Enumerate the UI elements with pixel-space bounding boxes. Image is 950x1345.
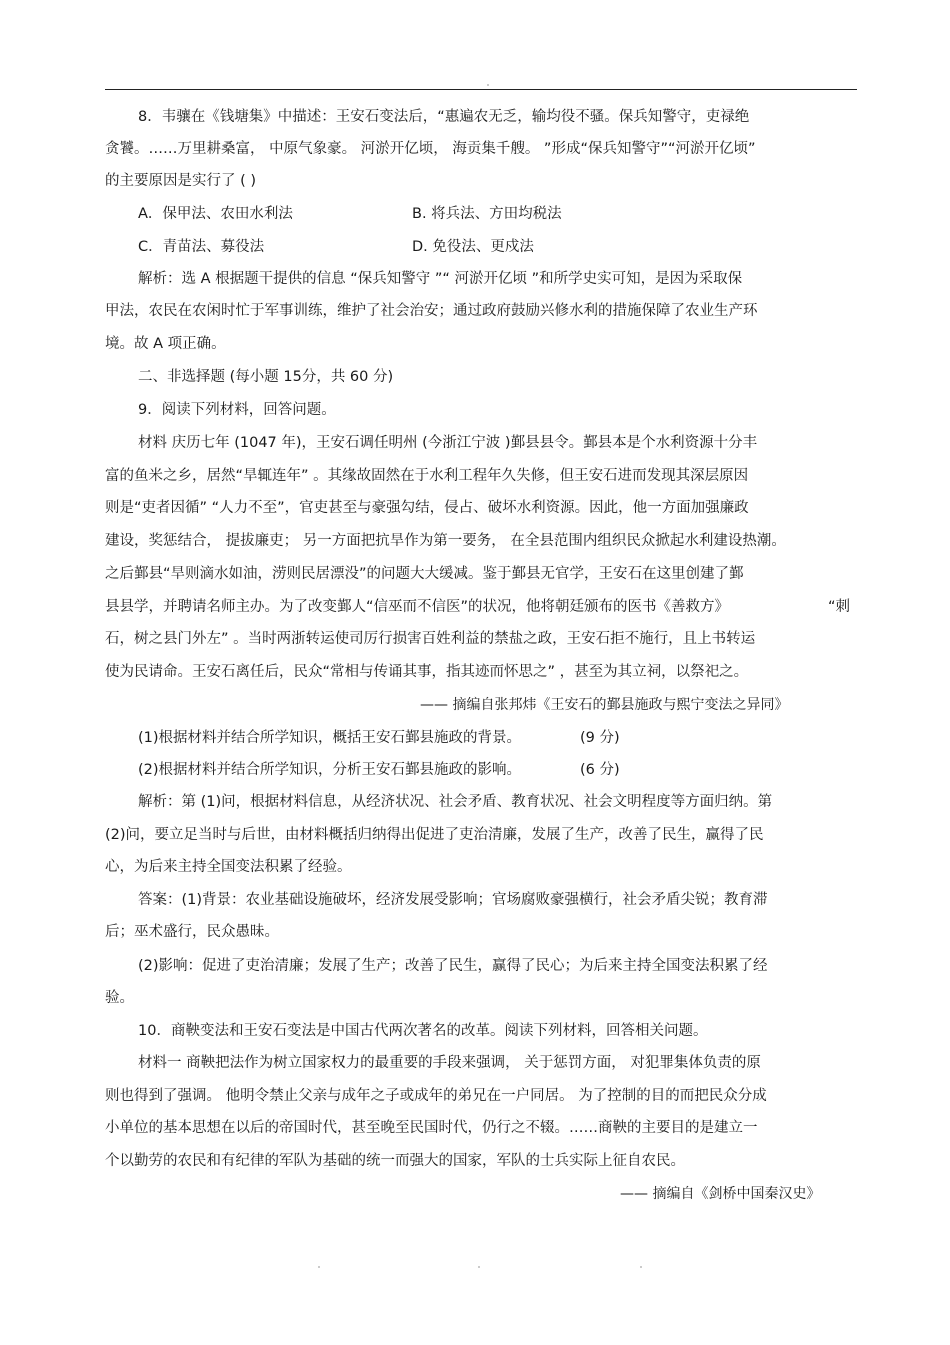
- text-line: 答案：(1)背景：农业基础设施破坏，经济发展受影响；官场腐败豪强横行，社会矛盾尖锐；教育滞: [138, 892, 768, 908]
- question-1-points: (9 分): [580, 730, 620, 746]
- question-2: (2)根据材料并结合所学知识，分析王安石鄞县施政的影响。: [138, 762, 522, 778]
- text-line: 县县学，并聘请名师主办。为了改变鄞人“信巫而不信医”的状况，他将朝廷颁布的医书《善救方》: [105, 599, 730, 615]
- section-heading: 二、非选择题 (每小题 15分，共 60 分): [138, 369, 394, 385]
- text-line: 小单位的基本思想在以后的帝国时代，甚至晚至民国时代，仍行之不辍。……商鞅的主要目的是建立一: [105, 1120, 758, 1136]
- question-2-points: (6 分): [580, 762, 620, 778]
- decorative-dot: [478, 1266, 480, 1268]
- text-line: 后；巫术盛行，民众愚昧。: [105, 924, 279, 940]
- text-line: “刺: [828, 599, 851, 615]
- text-line: 之后鄞县“旱则滴水如油，涝则民居漂没”的问题大大缓减。鉴于鄞县无官学，王安石在这里创建了鄞: [105, 566, 744, 582]
- text-line: 材料一 商鞅把法作为树立国家权力的最重要的手段来强调， 关于惩罚方面， 对犯罪集体负责的原: [138, 1055, 761, 1071]
- option-d: D. 免役法、更戍法: [412, 239, 534, 255]
- question-1: (1)根据材料并结合所学知识，概括王安石鄞县施政的背景。: [138, 730, 522, 746]
- option-c: C．青苗法、募役法: [138, 239, 265, 255]
- text-line: 材料 庆历七年 (1047 年)，王安石调任明州 (今浙江宁波 )鄞县县令。鄞县本是个水利资源十分丰: [138, 435, 758, 451]
- text-line: (2)影响：促进了吏治清廉；发展了生产；改善了民生，赢得了民心；为后来主持全国变法积累了经: [138, 958, 768, 974]
- decorative-dot: [640, 1266, 642, 1268]
- text-line: 的主要原因是实行了 ( ): [105, 173, 257, 189]
- text-line: 10．商鞅变法和王安石变法是中国古代两次著名的改革。阅读下列材料，回答相关问题。: [138, 1023, 708, 1039]
- text-line: 建设，奖惩结合， 提拔廉吏； 另一方面把抗旱作为第一要务， 在全县范围内组织民众掀起水利建设热潮。: [105, 533, 786, 549]
- option-a: A．保甲法、农田水利法: [138, 206, 293, 222]
- text-line: 心，为后来主持全国变法积累了经验。: [105, 859, 352, 875]
- text-line: 富的鱼米之乡，居然“旱辄连年” 。其缘故固然在于水利工程年久失修，但王安石进而发现其深层原因: [105, 468, 749, 484]
- text-line: 个以勤劳的农民和有纪律的军队为基础的统一而强大的国家，军队的士兵实际上征自农民。: [105, 1153, 685, 1169]
- text-line: 解析：第 (1)问，根据材料信息，从经济状况、社会矛盾、教育状况、社会文明程度等方面归纳。第: [138, 794, 773, 810]
- option-b: B. 将兵法、方田均税法: [412, 206, 562, 222]
- text-line: 境。故 A 项正确。: [105, 336, 226, 352]
- text-line: 使为民请命。王安石离任后，民众“常相与传诵其事，指其迹而怀思之” ，甚至为其立祠，以祭祀之。: [105, 664, 749, 680]
- text-line: 甲法，农民在农闲时忙于军事训练，维护了社会治安；通过政府鼓励兴修水利的措施保障了农业生产环: [105, 303, 758, 319]
- text-line: 则是“吏者因循” “人力不至”，官吏甚至与豪强勾结，侵占、破坏水利资源。因此，他一方面加强廉政: [105, 500, 749, 516]
- decorative-dot: [318, 1266, 320, 1268]
- header-rule: [105, 89, 857, 90]
- decorative-dot: [487, 84, 489, 86]
- text-line: (2)问，要立足当时与后世，由材料概括归纳得出促进了吏治清廉，发展了生产，改善了民生，赢得了民: [105, 827, 764, 843]
- text-line: 解析：选 A 根据题干提供的信息 “保兵知警守 ”“ 河淤开亿顷 ”和所学史实可知，是因为采取保: [138, 271, 743, 287]
- text-line: 8．韦骧在《钱塘集》中描述：王安石变法后，“惠遍农无乏，输均役不骚。保兵知警守，吏禄绝: [138, 109, 750, 125]
- text-line: 石，树之县门外左” 。当时两浙转运使司厉行损害百姓利益的禁盐之政，王安石拒不施行，且上书转运: [105, 631, 756, 647]
- text-line: 贪饕。……万里耕桑富， 中原气象豪。 河淤开亿顷， 海贡集千艘。 ”形成“保兵知警守”“河淤开亿顷”: [105, 141, 756, 157]
- text-line: 验。: [105, 990, 134, 1006]
- source-citation: —— 摘编自张邦炜《王安石的鄞县施政与熙宁变法之异同》: [420, 697, 789, 713]
- text-line: 则也得到了强调。 他明令禁止父亲与成年之子或成年的弟兄在一户同居。 为了控制的目的而把民众分成: [105, 1088, 767, 1104]
- text-line: 9．阅读下列材料，回答问题。: [138, 402, 336, 418]
- source-citation: —— 摘编自《剑桥中国秦汉史》: [620, 1186, 821, 1202]
